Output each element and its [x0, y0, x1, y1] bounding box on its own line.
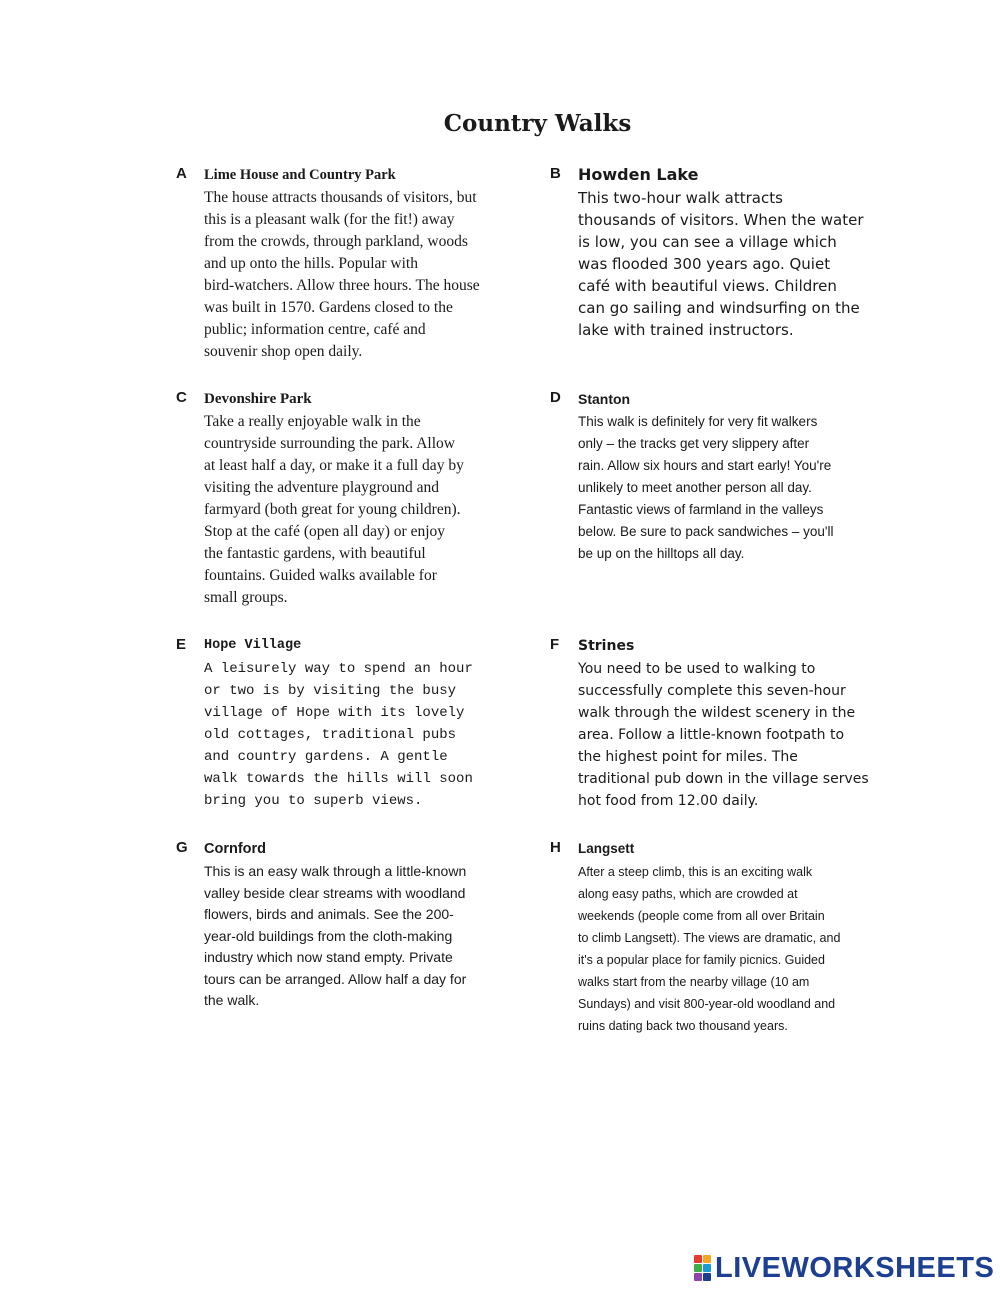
entry-body [204, 861, 536, 1012]
entry-line: farmyard (both great for young children). [204, 501, 461, 518]
entry-line: walk towards the hills will soon [204, 771, 473, 787]
walk-entry-f [550, 636, 910, 812]
logo-square [703, 1264, 711, 1272]
entry-heading: Langsett [578, 841, 635, 856]
entry-line: traditional pub down in the village serves [578, 771, 869, 787]
walk-entry-b [550, 165, 920, 341]
entry-body [578, 187, 920, 341]
entry-line: Stop at the café (open all day) or enjoy [204, 523, 446, 540]
entry-heading: Howden Lake [578, 165, 699, 184]
entry-body [578, 861, 910, 1037]
entry-line: hot food from 12.00 daily. [578, 793, 759, 809]
entry-line: be up on the hilltops all day. [578, 546, 745, 561]
entry-line: rain. Allow six hours and start early! You're [578, 458, 832, 473]
walk-entry-a [176, 165, 521, 363]
entry-line: old cottages, traditional pubs [204, 727, 457, 743]
entry-line: below. Be sure to pack sandwiches – you'll [578, 524, 834, 539]
entry-line: bring you to superb views. [204, 793, 423, 809]
entry-line: After a steep climb, this is an exciting walk [578, 865, 813, 879]
entry-line: lake with trained instructors. [578, 321, 794, 339]
entry-line: can go sailing and windsurfing on the [578, 299, 860, 317]
entry-line: visiting the adventure playground and [204, 479, 440, 496]
entry-line: area. Follow a little-known footpath to [578, 727, 845, 743]
entry-letter: C [176, 389, 187, 406]
entry-line: was flooded 300 years ago. Quiet [578, 255, 831, 273]
logo-square [703, 1255, 711, 1263]
walk-entry-c [176, 389, 536, 609]
entry-line: the walk. [204, 992, 260, 1008]
entry-line: to climb Langsett). The views are dramatic, and [578, 931, 841, 945]
entry-line: fountains. Guided walks available for [204, 567, 437, 584]
entry-letter: D [550, 389, 561, 406]
entry-line: this is a pleasant walk (for the fit!) away [204, 211, 455, 228]
entry-body [204, 658, 536, 812]
entry-body [578, 658, 910, 812]
entry-line: Take a really enjoyable walk in the [204, 413, 421, 430]
entry-line: You need to be used to walking to [578, 661, 816, 677]
entry-line: public; information centre, café and [204, 321, 426, 338]
entry-line: The house attracts thousands of visitors, but [204, 189, 477, 206]
entry-body [578, 411, 910, 565]
entry-line: is low, you can see a village which [578, 233, 837, 251]
entry-line: Sundays) and visit 800-year-old woodland and [578, 997, 836, 1011]
entry-body [204, 187, 521, 363]
entry-line: and country gardens. A gentle [204, 749, 448, 765]
logo-text: LIVEWORKSHEETS [715, 1252, 995, 1284]
entry-line: year-old buildings from the cloth-making [204, 927, 453, 944]
entry-line: was built in 1570. Gardens closed to the [204, 299, 453, 316]
entry-line: it's a popular place for family picnics. Guided [578, 953, 825, 967]
entry-line: valley beside clear streams with woodland [204, 884, 466, 901]
logo-square [694, 1264, 702, 1272]
entry-line: walk through the wildest scenery in the [578, 705, 856, 721]
walk-entry-g [176, 839, 536, 1012]
entry-line: village of Hope with its lovely [204, 705, 465, 721]
entry-body [204, 411, 536, 609]
entry-line: flowers, birds and animals. See the 200- [204, 906, 454, 922]
logo-square [694, 1255, 702, 1263]
entry-heading: Cornford [204, 841, 267, 857]
liveworksheets-logo-icon [694, 1255, 711, 1281]
entry-line: This two-hour walk attracts [578, 189, 783, 207]
entry-line: at least half a day, or make it a full day by [204, 457, 464, 474]
entry-line: small groups. [204, 589, 288, 606]
entry-line: only – the tracks get very slippery after [578, 436, 810, 451]
entry-heading: Stanton [578, 391, 631, 407]
entry-letter: E [176, 636, 187, 653]
entry-line: along easy paths, which are crowded at [578, 887, 798, 901]
entry-line: café with beautiful views. Children [578, 277, 837, 295]
entry-line: from the crowds, through parkland, woods [204, 233, 468, 250]
entry-heading: Hope Village [204, 638, 302, 653]
liveworksheets-logo [694, 1253, 994, 1283]
entry-line: or two is by visiting the busy [204, 683, 457, 699]
walk-entry-h [550, 839, 910, 1037]
entry-heading: Strines [578, 638, 635, 654]
entry-letter: H [550, 839, 561, 856]
entry-line: Fantastic views of farmland in the valleys [578, 502, 824, 517]
entry-line: industry which now stand empty. Private [204, 949, 453, 965]
entry-line: the fantastic gardens, with beautiful [204, 545, 426, 562]
entry-letter: A [176, 165, 187, 182]
entry-line: This walk is definitely for very fit walkers [578, 414, 818, 429]
entry-letter: B [550, 165, 561, 182]
entry-letter: F [550, 636, 560, 653]
page-title: Country Walks [443, 110, 632, 137]
entry-line: walks start from the nearby village (10 am [578, 975, 810, 989]
entry-line: This is an easy walk through a little-known [204, 863, 467, 879]
walk-entry-e [176, 636, 536, 812]
entry-line: thousands of visitors. When the water [578, 211, 864, 229]
logo-square [703, 1273, 711, 1281]
entry-heading: Lime House and Country Park [204, 167, 396, 183]
logo-square [694, 1273, 702, 1281]
entry-line: unlikely to meet another person all day. [578, 480, 812, 495]
entry-line: ruins dating back two thousand years. [578, 1019, 788, 1033]
entry-line: tours can be arranged. Allow half a day for [204, 970, 467, 987]
entry-line: successfully complete this seven-hour [578, 683, 846, 699]
entry-line: bird-watchers. Allow three hours. The house [204, 277, 480, 294]
entry-line: weekends (people come from all over Britain [578, 909, 825, 923]
entry-line: souvenir shop open daily. [204, 343, 363, 360]
entry-line: and up onto the hills. Popular with [204, 255, 418, 272]
entry-heading: Devonshire Park [204, 391, 312, 407]
walk-entry-d [550, 389, 910, 565]
entry-line: the highest point for miles. The [578, 749, 798, 765]
entry-line: countryside surrounding the park. Allow [204, 435, 455, 452]
entry-letter: G [176, 839, 188, 856]
entry-line: A leisurely way to spend an hour [204, 661, 473, 677]
